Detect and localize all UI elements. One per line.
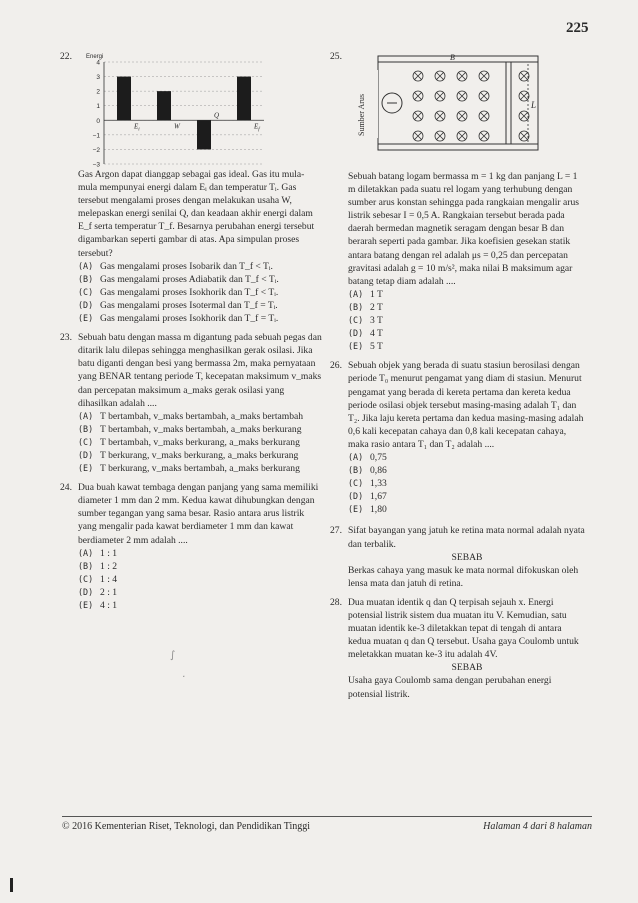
option-d[interactable]: (D) T berkurang, v_maks berkurang, a_maks berkurang [78, 449, 299, 461]
option-b[interactable]: (B) 1 : 2 [78, 560, 118, 572]
magnetic-field-markers [413, 71, 529, 141]
question-text: Dua buah kawat tembaga dengan panjang yang sama memiliki diameter 1 mm dan 2 mm. Kedua kawat dihubungkan dengan sumber tegangan yang sama besar. Rasio antara arus listrik yang mengalir pada kawat berdiameter 1 mm dan kawat berdiameter 2 mm adalah .... [78, 482, 319, 546]
option-d[interactable]: (D) Gas mengalami proses Isotermal dan T_f = Tᵢ. [78, 299, 278, 311]
question-number: 22. [60, 51, 72, 62]
bar-w [157, 91, 171, 120]
y-tick-label: −2 [92, 146, 100, 154]
field-cross-mark [459, 93, 466, 100]
question-number: 23. [60, 332, 72, 344]
option-c[interactable]: (C) Gas mengalami proses Isokhorik dan T_f < Tᵢ. [78, 286, 279, 298]
y-tick-label: 3 [96, 74, 100, 82]
option-e[interactable]: (E) 1,80 [348, 504, 387, 516]
question-number: 28. [330, 596, 342, 608]
y-tick-label: 2 [96, 88, 100, 96]
option-a[interactable]: (A) 1 : 1 [78, 547, 118, 559]
bar-q [197, 120, 211, 149]
option-c[interactable]: (C) 1 : 4 [78, 573, 118, 585]
question-text: Sebuah batu dengan massa m digantung pada sebuah pegas dan ditarik lalu dilepas sehingga menghasilkan gerak osilasi. Jika batu diganti dengan besi yang bermassa 2m, maka pernyataan yang BENAR tentang periode T, kecepatan maksimum v_maks dan percepatan maksimum a_maks gerak osilasi yang dihasilkan adalah .... [78, 332, 322, 409]
option-e[interactable]: (E) Gas mengalami proses Isokhorik dan T_f = Tᵢ. [78, 313, 279, 325]
question-27 [330, 524, 586, 589]
field-cross-mark [415, 93, 422, 100]
field-cross-mark [481, 93, 488, 100]
option-c[interactable]: (C) 3 T [348, 315, 383, 327]
pencil-scribble: ∫ [170, 650, 176, 661]
question-text: Sebuah batang logam bermassa m = 1 kg dan panjang L = 1 m diletakkan pada suatu rel logam yang terhubung dengan sumber arus konstan sehingga pada rangkaian mengalir arus listrik sebesar I = 0,5 A. Rangkaian tersebut berada pada daerah bermedan magnetik seragam dengan besar B dan berarah seperti pada gambar. Jika koefisien gesekan statik antara batang dengan rel adalah μs = 0,25 dan percepatan gravitasi adalah g = 10 m/s², maka nilai B maksimum agar batang tetap diam adalah .... [348, 171, 579, 287]
metal-bar [506, 62, 511, 144]
options-list [78, 410, 322, 475]
category-label: Q [214, 111, 220, 120]
reason-text: Usaha gaya Coulomb sama dengan perubahan energi potensial listrik. [348, 675, 552, 700]
question-22 [60, 50, 322, 325]
options-list [348, 288, 586, 353]
field-cross-mark [437, 113, 444, 120]
question-25 [330, 50, 586, 353]
option-a[interactable]: (A) 1 T [348, 288, 383, 300]
field-label: B [450, 53, 455, 62]
field-cross-mark [521, 93, 528, 100]
options-list [78, 547, 322, 612]
energy-chart-svg [78, 50, 268, 168]
rail-circuit-svg [348, 50, 548, 168]
field-cross-mark [481, 133, 488, 140]
pencil-scribble: · [182, 672, 186, 683]
page-footer [62, 816, 592, 832]
length-label: L [531, 100, 537, 110]
category-label: W [174, 122, 180, 131]
option-c[interactable]: (C) 1,33 [348, 478, 387, 490]
y-tick-label: 4 [96, 59, 100, 67]
category-label: $E_f$ [254, 122, 260, 133]
field-cross-mark [415, 133, 422, 140]
y-tick-label: 1 [96, 103, 100, 111]
current-source-label: Sumber Arus [357, 94, 366, 136]
category-label: $E_i$ [134, 122, 140, 133]
field-cross-mark [459, 133, 466, 140]
options-list [78, 260, 322, 325]
field-cross-mark [415, 113, 422, 120]
option-b[interactable]: (B) Gas mengalami proses Adiabatik dan T_f < Tᵢ. [78, 273, 279, 285]
question-number: 26. [330, 360, 342, 372]
question-23 [60, 331, 322, 475]
scan-mark [10, 878, 13, 892]
field-cross-mark [481, 73, 488, 80]
page-number: 225 [566, 20, 589, 36]
energy-bar-chart [78, 50, 322, 168]
option-d[interactable]: (D) 1,67 [348, 491, 387, 503]
field-cross-mark [459, 113, 466, 120]
y-tick-label: 0 [96, 117, 100, 125]
field-cross-mark [437, 93, 444, 100]
options-list [348, 451, 586, 516]
y-axis-label: Energi [86, 54, 104, 60]
option-b[interactable]: (B) 0,86 [348, 465, 387, 477]
y-tick-label: −3 [92, 161, 100, 168]
field-cross-mark [437, 133, 444, 140]
question-number: 25. [330, 51, 342, 62]
option-e[interactable]: (E) 5 T [348, 341, 383, 353]
option-a[interactable]: (A) T bertambah, v_maks bertambah, a_maks bertambah [78, 410, 304, 422]
reason-text: Berkas cahaya yang masuk ke mata normal difokuskan oleh lensa mata dan jatuh di retina. [348, 564, 579, 589]
question-number: 27. [330, 525, 342, 537]
bar-e-f [237, 77, 251, 121]
option-a[interactable]: (A) 0,75 [348, 451, 387, 463]
field-cross-mark [521, 133, 528, 140]
statement-text: Sifat bayangan yang jatuh ke retina mata normal adalah nyata dan terbalik. [348, 525, 585, 550]
option-d[interactable]: (D) 4 T [348, 328, 383, 340]
rail-circuit-diagram [348, 50, 586, 170]
field-cross-mark [415, 73, 422, 80]
field-cross-mark [521, 73, 528, 80]
option-e[interactable]: (E) T berkurang, v_maks bertambah, a_maks berkurang [78, 463, 300, 475]
option-e[interactable]: (E) 4 : 1 [78, 600, 118, 611]
right-column [330, 50, 586, 707]
question-number: 24. [60, 482, 72, 494]
left-column [60, 50, 322, 618]
question-24 [60, 481, 322, 612]
question-28 [330, 596, 586, 701]
sebab-label: SEBAB [451, 551, 483, 563]
sebab-label: SEBAB [451, 662, 483, 674]
option-b[interactable]: (B) 2 T [348, 301, 383, 313]
field-cross-mark [437, 73, 444, 80]
option-a[interactable]: (A) Gas mengalami proses Isobarik dan T_f < Tᵢ. [78, 260, 273, 272]
field-cross-mark [481, 113, 488, 120]
bar-e-i [117, 77, 131, 121]
field-cross-mark [459, 73, 466, 80]
option-d[interactable]: (D) 2 : 1 [78, 586, 118, 598]
option-c[interactable]: (C) T bertambah, v_maks berkurang, a_maks berkurang [78, 436, 300, 448]
statement-text: Dua muatan identik q dan Q terpisah sejauh x. Energi potensial listrik sistem dua muatan itu V. Kemudian, satu muatan identik ke-3 diletakkan tepat di tengah di antara kedua muatan q dan Q tersebut. Usaha gaya Coulomb untuk meletakkan muatan ke-3 itu adalah 4V. [348, 596, 579, 661]
source-gap [366, 70, 378, 138]
page-count-text: Halaman 4 dari 8 halaman [483, 821, 592, 832]
question-text: Sebuah objek yang berada di suatu stasiun berosilasi dengan periode T₀ menurut pengamat yang diam di stasiun. Menurut pengamat yang berada di kereta pertama dan kereta kedua periode osilasi objek tersebut masing-masing adalah T₁ dan T₂. Jika laju kereta pertama dan kedua masing-masing adalah 0,6 kali kecepatan cahaya dan 0,8 kali kecepatan cahaya, maka rasio antara T₁ dan T₂ adalah .... [348, 360, 584, 450]
question-26 [330, 359, 586, 516]
copyright-text: © 2016 Kementerian Riset, Teknologi, dan Pendidikan Tinggi [62, 821, 311, 832]
question-text: Gas Argon dapat dianggap sebagai gas ideal. Gas itu mula-mula mempunyai energi dalam Eᵢ dan temperatur Tᵢ. Gas tersebut mengalami proses dengan melakukan usaha W, melepaskan energi senilai Q, dan keadaan akhir energi dalam E_f serta temperatur T_f. Besarnya perubahan energi tersebut digambarkan seperti gambar di atas. Apa simpulan proses tersebut? [78, 169, 315, 259]
option-b[interactable]: (B) T bertambah, v_maks bertambah, a_maks berkurang [78, 423, 302, 435]
field-cross-mark [521, 113, 528, 120]
y-tick-label: −1 [92, 132, 100, 140]
